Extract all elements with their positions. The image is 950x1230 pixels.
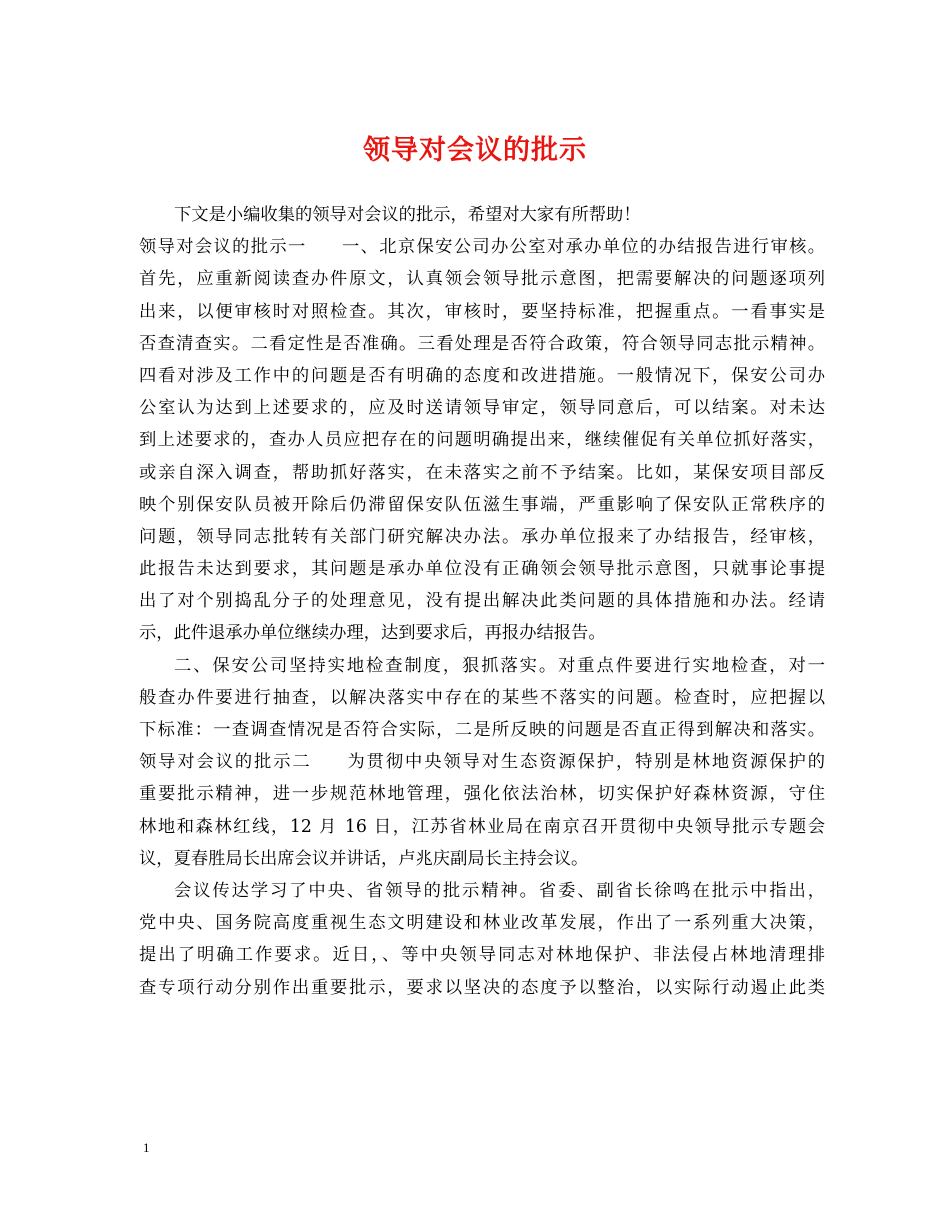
text-line [139,682,825,714]
line-text: 下标准：一查调查情况是否符合实际，二是所反映的问题是否直正得到解决和落实。 [139,720,825,740]
line-text: 四看对涉及工作中的问题是否有明确的态度和改进措施。一般情况下，保安公司办 [139,365,825,386]
text-line [139,650,825,682]
text-line [139,843,825,875]
text-line [139,907,825,939]
line-text: 或亲自深入调查，帮助抓好落实，在未落实之前不予结案。比如，某保安项目部反 [139,462,825,483]
document-title: 领导对会议的批示 [363,135,587,166]
line-text: 问题，领导同志批转有关部门研究解决办法。承办单位报来了办结报告，经审核， [139,526,825,547]
text-line [139,328,825,360]
page-number: 1 [143,1140,150,1155]
line-text: 党中央、国务院高度重视生态文明建设和林业改革发展，作出了一系列重大决策， [139,913,825,934]
text-line [139,972,825,1004]
text-line [139,585,825,617]
section-label: 领导对会议的批示一 [139,237,307,258]
text-line [139,489,825,521]
text-line [139,424,825,456]
text-line [139,811,825,843]
text-line [139,746,825,778]
line-text: 映个别保安队员被开除后仍滞留保安队伍滋生事端，严重影响了保安队正常秩序的 [139,494,825,515]
text-line [139,199,825,231]
text-line [139,778,825,810]
line-text: 二、保安公司坚持实地检查制度，狠抓落实。对重点件要进行实地检查，对一 [174,655,825,676]
document-body [139,199,825,1004]
line-text: 否查清查实。二看定性是否准确。三看处理是否符合政策，符合领导同志批示精神。 [139,333,825,354]
text-line [139,296,825,328]
text-line [139,617,825,649]
line-text: 为贯彻中央领导对生态资源保护，特别是林地资源保护的 [345,752,825,773]
line-text: 首先，应重新阅读查办件原文，认真领会领导批示意图，把需要解决的问题逐项列 [139,269,825,290]
text-line [139,875,825,907]
line-text: 一、北京保安公司办公室对承办单位的办结报告进行审核。 [340,237,825,258]
line-text: 查专项行动分别作出重要批示，要求以坚决的态度予以整治，以实际行动遏止此类 [139,977,825,998]
line-text: 提出了明确工作要求。近日，、等中央领导同志对林地保护、非法侵占林地清理排 [139,945,825,966]
line-text: 重要批示精神，进一步规范林地管理，强化依法治林，切实保护好森林资源，守住 [139,784,825,805]
line-text: 公室认为达到上述要求的，应及时送请领导审定，领导同意后，可以结案。对未达 [139,398,825,419]
text-line [139,360,825,392]
text-line [139,263,825,295]
text-line [139,392,825,424]
line-text: 会议传达学习了中央、省领导的批示精神。省委、副省长徐鸣在批示中指出， [174,880,825,901]
line-text: 示，此件退承办单位继续办理，达到要求后，再报办结报告。 [139,623,606,644]
text-line [139,521,825,553]
line-text: 到上述要求的，查办人员应把存在的问题明确提出来，继续催促有关单位抓好落实， [139,430,825,451]
line-text: 般查办件要进行抽查，以解决落实中存在的某些不落实的问题。检查时，应把握以 [139,687,825,708]
line-text: 此报告未达到要求，其问题是承办单位没有正确领会领导批示意图，只就事论事提 [139,559,825,580]
text-line [139,714,825,746]
section-label: 领导对会议的批示二 [139,752,312,773]
line-text: 出来，以便审核时对照检查。其次，审核时，要坚持标准，把握重点。一看事实是 [139,301,825,322]
line-text: 议，夏春胜局长出席会议并讲话，卢兆庆副局长主持会议。 [139,848,589,869]
text-line [139,553,825,585]
line-text: 下文是小编收集的领导对会议的批示，希望对大家有所帮助！ [174,205,641,225]
text-line [139,457,825,489]
text-line [139,939,825,971]
line-text: 林地和森林红线，12 月 16 日，江苏省林业局在南京召开贯彻中央领导批示专题会 [139,816,825,837]
line-text: 出了对个别捣乱分子的处理意见，没有提出解决此类问题的具体措施和办法。经请 [139,591,825,612]
text-line [139,231,825,263]
